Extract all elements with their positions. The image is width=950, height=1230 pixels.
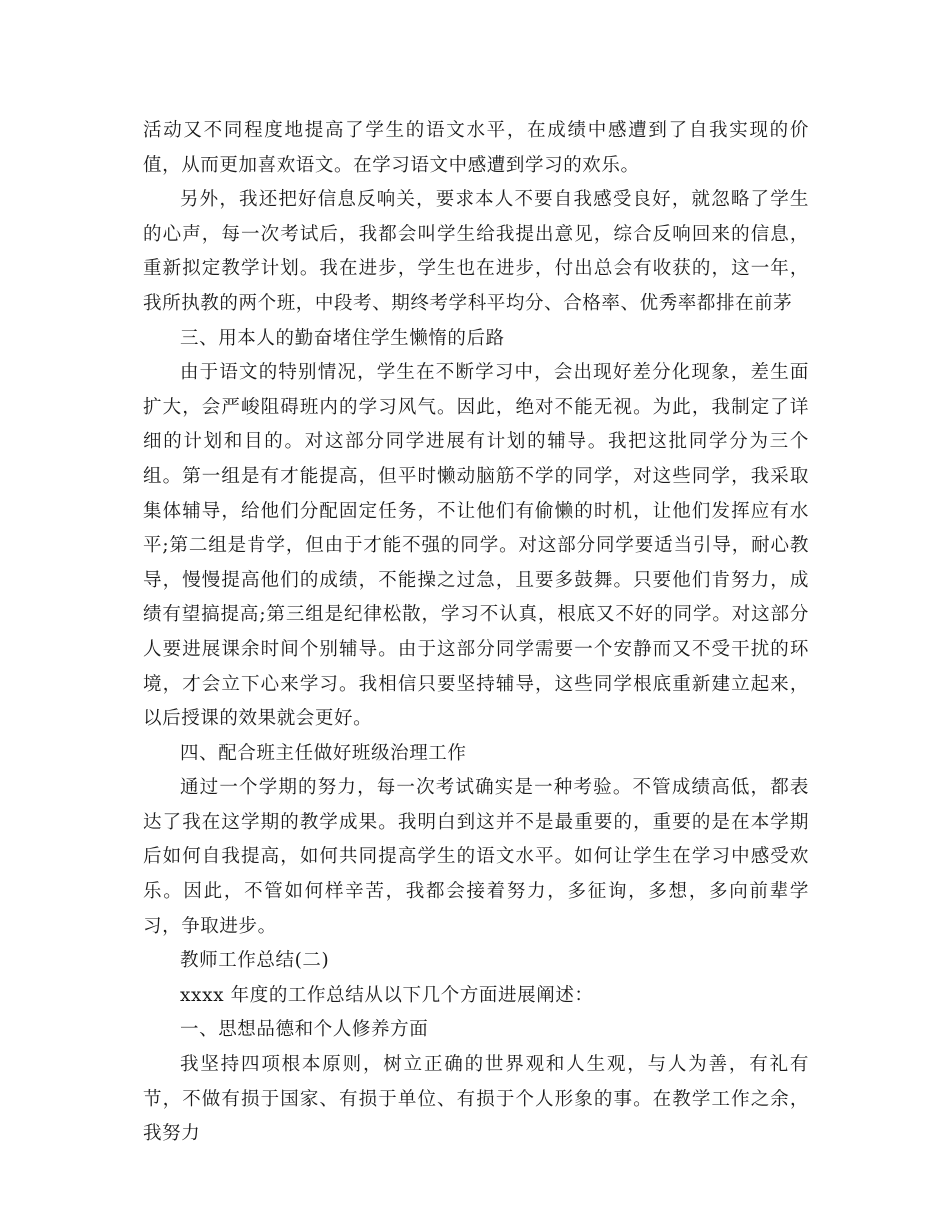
section-heading-1: 一、思想品德和个人修养方面 (180, 1019, 429, 1041)
paragraph-2: 另外，我还把好信息反响关，要求本人不要自我感受良好，就忽略了学生的心声，每一次考试后，我都会叫学生给我提出意见，综合反响回来的信息，重新拟定教学计划。我在进步，学生也在进步，付出总会有收获的，这一年，我所执教的两个班，中段考、期终考学科平均分、合格率、优秀率都排在前茅 (143, 189, 809, 314)
paragraph-1: 活动又不同程度地提高了学生的语文水平，在成绩中感遭到了自我实现的价值，从而更加喜欢语文。在学习语文中感遭到学习的欢乐。 (143, 120, 809, 176)
document-subtitle: 教师工作总结(二) (180, 950, 330, 972)
paragraph-3: 由于语文的特别情况，学生在不断学习中，会出现好差分化现象，差生面扩大，会严峻阻碍班内的学习风气。因此，绝对不能无视。为此，我制定了详细的计划和目的。对这部分同学进展有计划的辅导。我把这批同学分为三个组。第一组是有才能提高，但平时懒动脑筋不学的同学，对这些同学，我采取集体辅导，给他们分配固定任务，不让他们有偷懒的时机，让他们发挥应有水平;第二组是肯学，但由于才能不强的同学。对这部分同学要适当引导，耐心教导，慢慢提高他们的成绩，不能操之过急，且要多鼓舞。只要他们肯努力，成绩有望搞提高;第三组是纪律松散，学习不认真，根底又不好的同学。对这部分人要进展课余时间个别辅导。由于这部分同学需要一个安静而又不受干扰的环境，才会立下心来学习。我相信只要坚持辅导，这些同学根底重新建立起来，以后授课的效果就会更好。 (143, 362, 809, 730)
document-body (143, 114, 809, 1152)
section-heading-3: 三、用本人的勤奋堵住学生懒惰的后路 (180, 327, 505, 349)
paragraph-5: 我坚持四项根本原则，树立正确的世界观和人生观，与人为善，有礼有节，不做有损于国家、有损于单位、有损于个人形象的事。在教学工作之余，我努力 (143, 1054, 809, 1145)
section-heading-4: 四、配合班主任做好班级治理工作 (180, 742, 467, 764)
intro-line: xxxx 年度的工作总结从以下几个方面进展阐述： (180, 984, 594, 1006)
paragraph-4: 通过一个学期的努力，每一次考试确实是一种考验。不管成绩高低，都表达了我在这学期的教学成果。我明白到这并不是最重要的，重要的是在本学期后如何自我提高，如何共同提高学生的语文水平。如何让学生在学习中感受欢乐。因此，不管如何样辛苦，我都会接着努力，多征询，多想，多向前辈学习，争取进步。 (143, 777, 809, 937)
